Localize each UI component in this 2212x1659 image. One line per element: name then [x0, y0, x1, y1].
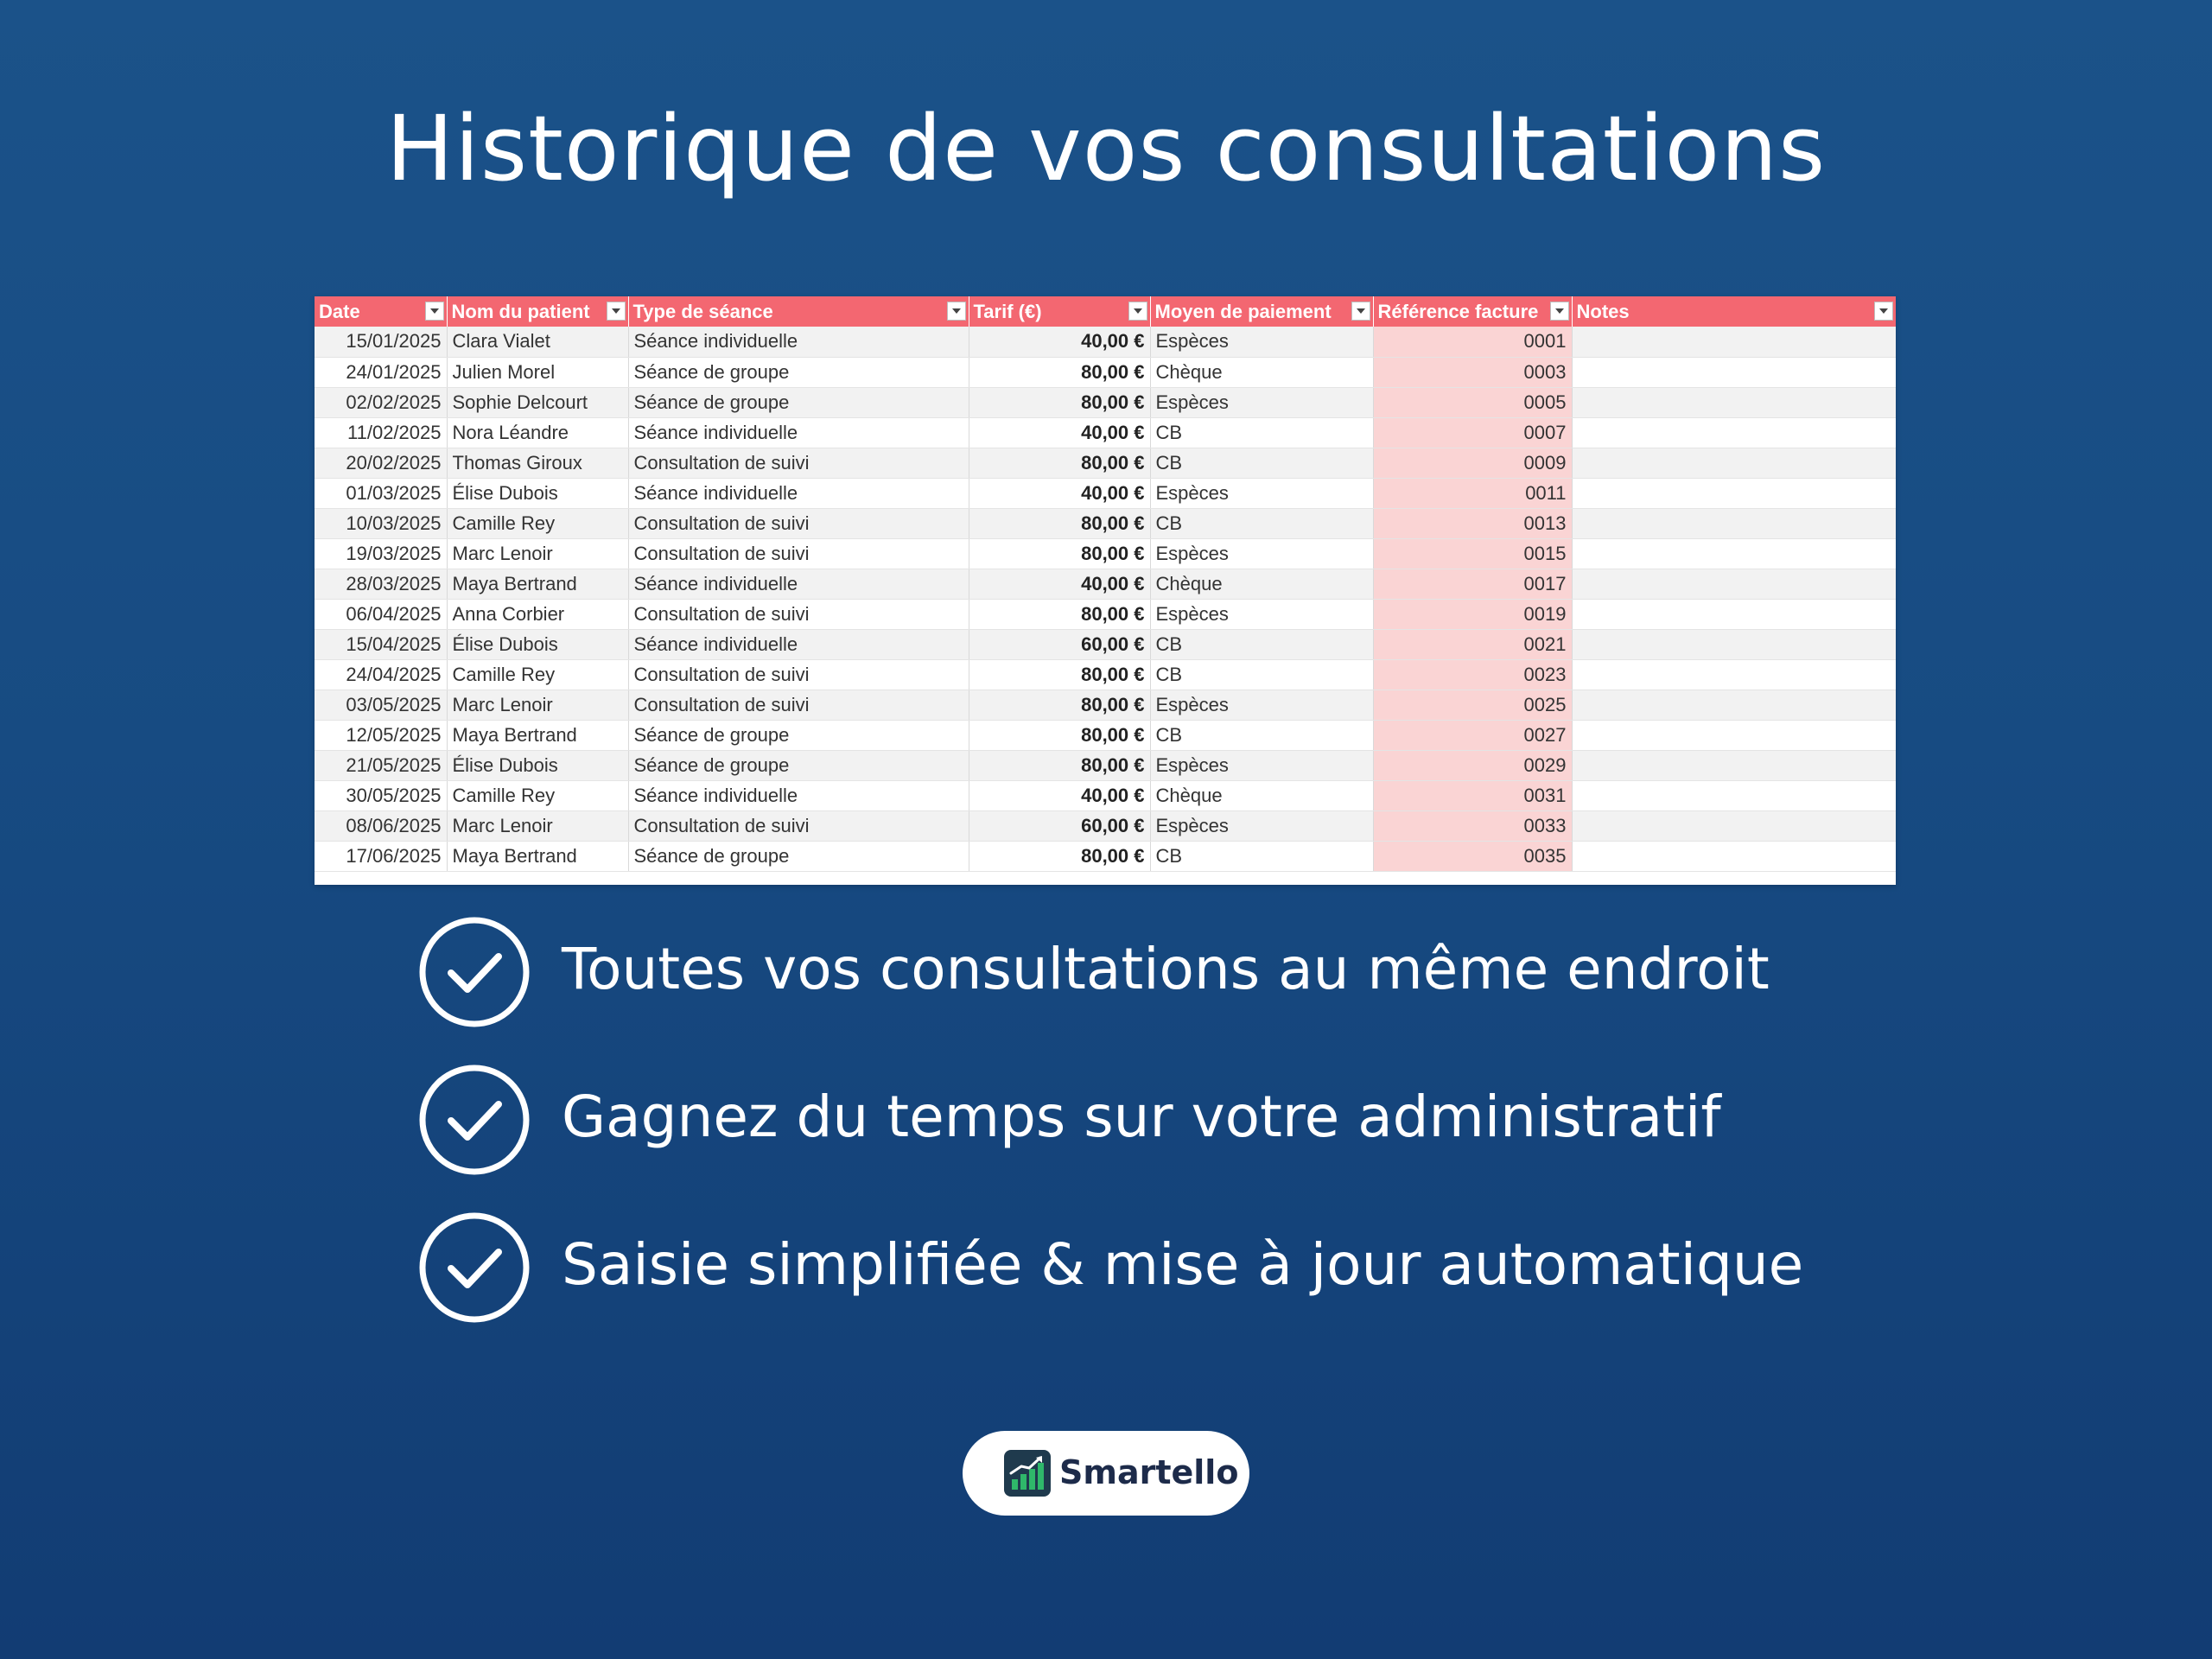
- column-header-patient: [447, 296, 628, 327]
- cell-date[interactable]: 24/01/2025: [315, 357, 447, 387]
- column-header-label: Date: [319, 300, 360, 322]
- filter-dropdown-icon[interactable]: [1550, 302, 1569, 321]
- cell-patient[interactable]: Maya Bertrand: [447, 841, 628, 871]
- table-row: [315, 357, 1896, 387]
- table-row: [315, 569, 1896, 599]
- column-header-label: Moyen de paiement: [1154, 300, 1332, 322]
- column-header-label: Tarif (€): [973, 300, 1042, 322]
- cell-patient[interactable]: Élise Dubois: [447, 629, 628, 659]
- cell-notes[interactable]: [1572, 417, 1896, 448]
- cell-date[interactable]: 11/02/2025: [315, 417, 447, 448]
- filter-dropdown-icon[interactable]: [1874, 302, 1893, 321]
- cell-notes[interactable]: [1572, 357, 1896, 387]
- cell-tarif[interactable]: 80,00 €: [969, 750, 1150, 780]
- column-header-notes: [1572, 296, 1896, 327]
- feature-text: Gagnez du temps sur votre administratif: [562, 1084, 1721, 1150]
- filter-dropdown-icon[interactable]: [1351, 302, 1370, 321]
- cell-notes[interactable]: [1572, 478, 1896, 508]
- brand-name: Smartello: [1059, 1453, 1239, 1491]
- consultations-spreadsheet: [315, 296, 1896, 885]
- cell-reference[interactable]: 0015: [1373, 538, 1572, 569]
- cell-notes[interactable]: [1572, 810, 1896, 841]
- cell-tarif[interactable]: 40,00 €: [969, 569, 1150, 599]
- cell-patient[interactable]: Élise Dubois: [447, 750, 628, 780]
- cell-payment[interactable]: CB: [1150, 720, 1373, 750]
- cell-notes[interactable]: [1572, 690, 1896, 720]
- cell-payment[interactable]: CB: [1150, 629, 1373, 659]
- cell-date[interactable]: 17/06/2025: [315, 841, 447, 871]
- cell-reference[interactable]: 0023: [1373, 659, 1572, 690]
- table-row: [315, 538, 1896, 569]
- cell-payment[interactable]: CB: [1150, 659, 1373, 690]
- cell-notes[interactable]: [1572, 327, 1896, 357]
- cell-patient[interactable]: Marc Lenoir: [447, 810, 628, 841]
- cell-payment[interactable]: Chèque: [1150, 780, 1373, 810]
- cell-type[interactable]: Séance individuelle: [628, 780, 969, 810]
- cell-payment[interactable]: CB: [1150, 841, 1373, 871]
- cell-date[interactable]: 21/05/2025: [315, 750, 447, 780]
- feature-text: Saisie simplifiée & mise à jour automatique: [562, 1231, 1804, 1298]
- check-circle-icon: [418, 1064, 531, 1176]
- cell-tarif[interactable]: 80,00 €: [969, 448, 1150, 478]
- cell-patient[interactable]: Anna Corbier: [447, 599, 628, 629]
- table-row: [315, 508, 1896, 538]
- cell-payment[interactable]: CB: [1150, 417, 1373, 448]
- cell-type[interactable]: Consultation de suivi: [628, 659, 969, 690]
- cell-date[interactable]: 06/04/2025: [315, 599, 447, 629]
- cell-tarif[interactable]: 40,00 €: [969, 417, 1150, 448]
- cell-notes[interactable]: [1572, 387, 1896, 417]
- cell-tarif[interactable]: 40,00 €: [969, 478, 1150, 508]
- cell-patient[interactable]: Thomas Giroux: [447, 448, 628, 478]
- cell-date[interactable]: 15/01/2025: [315, 327, 447, 357]
- column-header-tarif: [969, 296, 1150, 327]
- cell-tarif[interactable]: 80,00 €: [969, 538, 1150, 569]
- cell-date[interactable]: 15/04/2025: [315, 629, 447, 659]
- table-row: [315, 387, 1896, 417]
- cell-patient[interactable]: Marc Lenoir: [447, 690, 628, 720]
- cell-notes[interactable]: [1572, 599, 1896, 629]
- cell-type[interactable]: Séance individuelle: [628, 327, 969, 357]
- table-body: [315, 327, 1896, 871]
- cell-date[interactable]: 08/06/2025: [315, 810, 447, 841]
- cell-notes[interactable]: [1572, 629, 1896, 659]
- cell-patient[interactable]: Camille Rey: [447, 508, 628, 538]
- cell-patient[interactable]: Clara Vialet: [447, 327, 628, 357]
- cell-payment[interactable]: Espèces: [1150, 478, 1373, 508]
- cell-type[interactable]: Séance individuelle: [628, 569, 969, 599]
- cell-patient[interactable]: Camille Rey: [447, 780, 628, 810]
- feature-item: [418, 1064, 1887, 1176]
- sort-filter-icon[interactable]: [425, 302, 444, 321]
- cell-type[interactable]: Séance individuelle: [628, 629, 969, 659]
- cell-reference[interactable]: 0019: [1373, 599, 1572, 629]
- cell-reference[interactable]: 0027: [1373, 720, 1572, 750]
- table-row: [315, 599, 1896, 629]
- cell-notes[interactable]: [1572, 780, 1896, 810]
- cell-date[interactable]: 02/02/2025: [315, 387, 447, 417]
- cell-reference[interactable]: 0001: [1373, 327, 1572, 357]
- cell-reference[interactable]: 0017: [1373, 569, 1572, 599]
- cell-tarif[interactable]: 60,00 €: [969, 629, 1150, 659]
- cell-date[interactable]: 03/05/2025: [315, 690, 447, 720]
- filter-dropdown-icon[interactable]: [607, 302, 626, 321]
- cell-payment[interactable]: Espèces: [1150, 690, 1373, 720]
- feature-text: Toutes vos consultations au même endroit: [562, 936, 1770, 1002]
- cell-reference[interactable]: 0021: [1373, 629, 1572, 659]
- column-header-type: [628, 296, 969, 327]
- cell-payment[interactable]: Espèces: [1150, 387, 1373, 417]
- cell-tarif[interactable]: 80,00 €: [969, 387, 1150, 417]
- table-row: [315, 659, 1896, 690]
- bar-chart-growth-icon: [1004, 1450, 1051, 1497]
- cell-notes[interactable]: [1572, 720, 1896, 750]
- check-circle-icon: [418, 1211, 531, 1324]
- cell-reference[interactable]: 0031: [1373, 780, 1572, 810]
- column-header-date: [315, 296, 447, 327]
- feature-item: [418, 916, 1887, 1028]
- cell-date[interactable]: 10/03/2025: [315, 508, 447, 538]
- consultations-table: [315, 296, 1896, 872]
- cell-reference[interactable]: 0029: [1373, 750, 1572, 780]
- cell-tarif[interactable]: 80,00 €: [969, 357, 1150, 387]
- cell-tarif[interactable]: 80,00 €: [969, 720, 1150, 750]
- table-row: [315, 327, 1896, 357]
- cell-payment[interactable]: Chèque: [1150, 357, 1373, 387]
- cell-type[interactable]: Consultation de suivi: [628, 538, 969, 569]
- cell-patient[interactable]: Sophie Delcourt: [447, 387, 628, 417]
- cell-tarif[interactable]: 80,00 €: [969, 841, 1150, 871]
- column-header-label: Notes: [1576, 300, 1630, 322]
- cell-type[interactable]: Consultation de suivi: [628, 810, 969, 841]
- cell-type[interactable]: Séance de groupe: [628, 841, 969, 871]
- cell-payment[interactable]: Espèces: [1150, 810, 1373, 841]
- cell-type[interactable]: Consultation de suivi: [628, 599, 969, 629]
- table-row: [315, 448, 1896, 478]
- cell-reference[interactable]: 0033: [1373, 810, 1572, 841]
- cell-patient[interactable]: Marc Lenoir: [447, 538, 628, 569]
- column-header-label: Nom du patient: [451, 300, 590, 322]
- cell-notes[interactable]: [1572, 841, 1896, 871]
- cell-date[interactable]: 01/03/2025: [315, 478, 447, 508]
- cell-notes[interactable]: [1572, 448, 1896, 478]
- cell-date[interactable]: 30/05/2025: [315, 780, 447, 810]
- cell-payment[interactable]: Chèque: [1150, 569, 1373, 599]
- cell-patient[interactable]: Camille Rey: [447, 659, 628, 690]
- cell-payment[interactable]: Espèces: [1150, 750, 1373, 780]
- cell-payment[interactable]: CB: [1150, 508, 1373, 538]
- cell-type[interactable]: Consultation de suivi: [628, 448, 969, 478]
- cell-notes[interactable]: [1572, 659, 1896, 690]
- cell-date[interactable]: 28/03/2025: [315, 569, 447, 599]
- feature-item: [418, 1211, 1887, 1324]
- table-row: [315, 720, 1896, 750]
- cell-patient[interactable]: Julien Morel: [447, 357, 628, 387]
- table-row: [315, 478, 1896, 508]
- cell-notes[interactable]: [1572, 750, 1896, 780]
- table-row: [315, 690, 1896, 720]
- cell-reference[interactable]: 0003: [1373, 357, 1572, 387]
- cell-reference[interactable]: 0009: [1373, 448, 1572, 478]
- cell-tarif[interactable]: 40,00 €: [969, 327, 1150, 357]
- table-row: [315, 841, 1896, 871]
- filter-dropdown-icon[interactable]: [1128, 302, 1147, 321]
- cell-date[interactable]: 20/02/2025: [315, 448, 447, 478]
- cell-type[interactable]: Séance individuelle: [628, 417, 969, 448]
- column-header-label: Type de séance: [632, 300, 773, 322]
- cell-date[interactable]: 19/03/2025: [315, 538, 447, 569]
- table-row: [315, 780, 1896, 810]
- column-header-reference: [1373, 296, 1572, 327]
- cell-type[interactable]: Séance de groupe: [628, 357, 969, 387]
- cell-payment[interactable]: Espèces: [1150, 599, 1373, 629]
- cell-date[interactable]: 12/05/2025: [315, 720, 447, 750]
- cell-reference[interactable]: 0025: [1373, 690, 1572, 720]
- cell-type[interactable]: Séance de groupe: [628, 720, 969, 750]
- cell-patient[interactable]: Maya Bertrand: [447, 569, 628, 599]
- table-row: [315, 810, 1896, 841]
- cell-notes[interactable]: [1572, 508, 1896, 538]
- cell-payment[interactable]: CB: [1150, 448, 1373, 478]
- check-circle-icon: [418, 916, 531, 1028]
- cell-tarif[interactable]: 80,00 €: [969, 599, 1150, 629]
- cell-payment[interactable]: Espèces: [1150, 327, 1373, 357]
- cell-tarif[interactable]: 60,00 €: [969, 810, 1150, 841]
- cell-patient[interactable]: Maya Bertrand: [447, 720, 628, 750]
- cell-type[interactable]: Séance de groupe: [628, 387, 969, 417]
- cell-date[interactable]: 24/04/2025: [315, 659, 447, 690]
- cell-tarif[interactable]: 80,00 €: [969, 659, 1150, 690]
- cell-reference[interactable]: 0005: [1373, 387, 1572, 417]
- cell-notes[interactable]: [1572, 569, 1896, 599]
- table-row: [315, 750, 1896, 780]
- table-row: [315, 629, 1896, 659]
- cell-tarif[interactable]: 40,00 €: [969, 780, 1150, 810]
- cell-tarif[interactable]: 80,00 €: [969, 690, 1150, 720]
- cell-reference[interactable]: 0011: [1373, 478, 1572, 508]
- brand-badge: [963, 1431, 1249, 1516]
- cell-type[interactable]: Consultation de suivi: [628, 508, 969, 538]
- table-header-row: [315, 296, 1896, 327]
- cell-payment[interactable]: Espèces: [1150, 538, 1373, 569]
- filter-dropdown-icon[interactable]: [947, 302, 966, 321]
- cell-notes[interactable]: [1572, 538, 1896, 569]
- cell-reference[interactable]: 0007: [1373, 417, 1572, 448]
- table-row: [315, 417, 1896, 448]
- cell-reference[interactable]: 0035: [1373, 841, 1572, 871]
- cell-type[interactable]: Séance de groupe: [628, 750, 969, 780]
- cell-tarif[interactable]: 80,00 €: [969, 508, 1150, 538]
- cell-type[interactable]: Consultation de suivi: [628, 690, 969, 720]
- column-header-label: Référence facture: [1377, 300, 1539, 322]
- column-header-payment: [1150, 296, 1373, 327]
- cell-patient[interactable]: Élise Dubois: [447, 478, 628, 508]
- cell-patient[interactable]: Nora Léandre: [447, 417, 628, 448]
- cell-reference[interactable]: 0013: [1373, 508, 1572, 538]
- page-title: Historique de vos consultations: [385, 96, 1827, 201]
- cell-type[interactable]: Séance individuelle: [628, 478, 969, 508]
